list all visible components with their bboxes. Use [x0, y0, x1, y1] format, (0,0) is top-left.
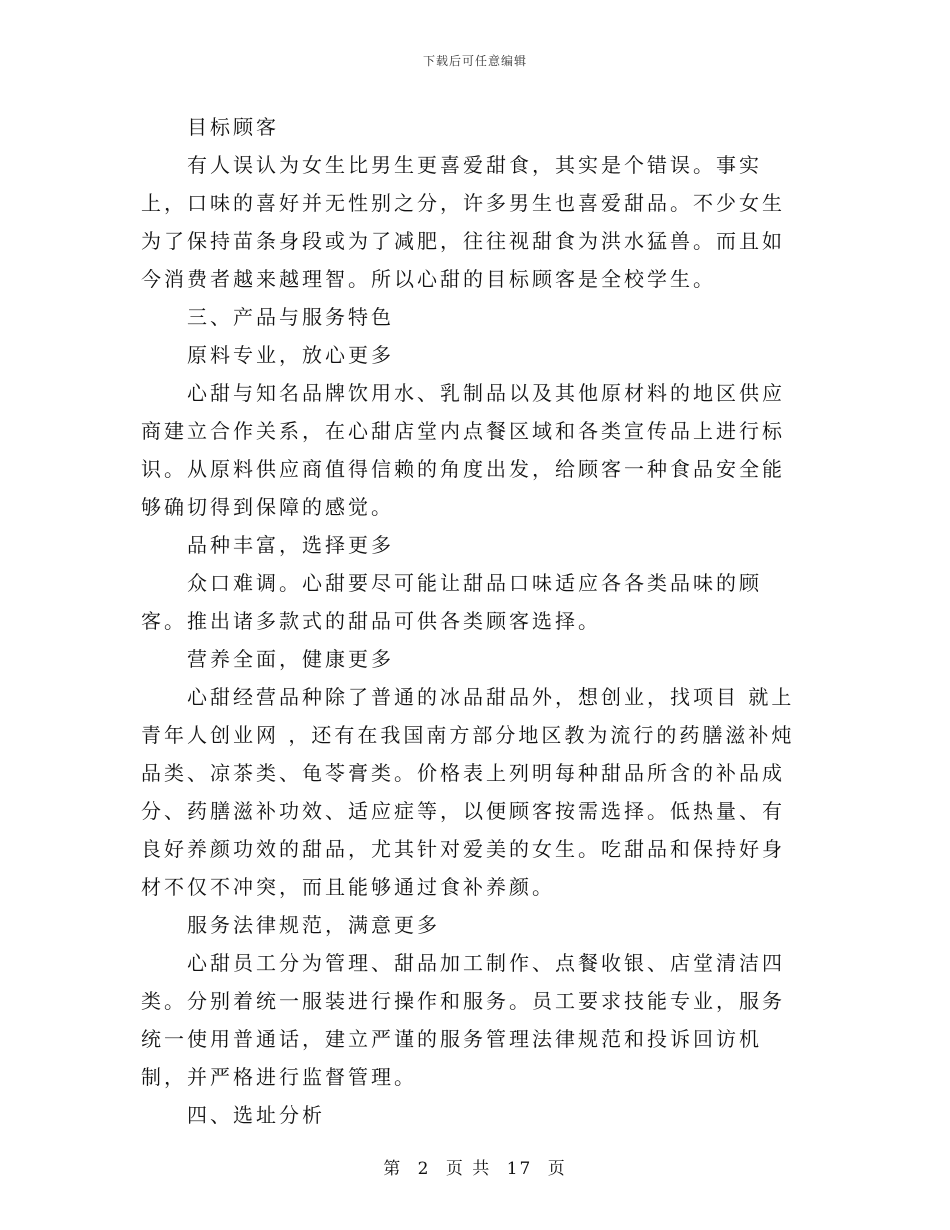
paragraph-nutrition: 心甜经营品种除了普通的冰品甜品外，想创业，找项目 就上青年人创业网 ，还有在我国南方部分地区教为流行的药膳滋补炖品类、凉茶类、龟苓膏类。价格表上列明每种甜品所含的补品成分、药膳滋补功效、适应症等，以便顾客按需选择。低热量、有良好养颜功效的甜品，尤其针对爱美的女生。吃甜品和保持好身材不仅不冲突，而且能够通过食补养颜。: [141, 685, 795, 899]
footer-prefix: 第: [383, 1159, 403, 1179]
subheading-variety: 品种丰富，选择更多: [187, 533, 394, 557]
document-body: [141, 108, 801, 1134]
paragraph-target-customers: 有人误认为女生比男生更喜爱甜食，其实是个错误。事实上，口味的喜好并无性别之分，许多男生也喜爱甜品。不少女生为了保持苗条身段或为了减肥，往往视甜食为洪水猛兽。而且如今消费者越来越理智。所以心甜的目标顾客是全校学生。: [141, 153, 785, 291]
footer-middle: 页 共: [445, 1159, 492, 1179]
footer-total-pages: 17: [506, 1159, 533, 1179]
page-header: 下载后可任意编辑: [422, 54, 527, 68]
section-heading-target-customers: 目标顾客: [187, 115, 279, 139]
paragraph-service: 心甜员工分为管理、甜品加工制作、点餐收银、店堂清洁四类。分别着统一服装进行操作和服务。员工要求技能专业，服务统一使用普通话，建立严谨的服务管理法律规范和投诉回访机制，并严格进行监督管理。: [141, 951, 785, 1089]
paragraph-ingredients: 心甜与知名品牌饮用水、乳制品以及其他原材料的地区供应商建立合作关系，在心甜店堂内点餐区域和各类宣传品上进行标识。从原料供应商值得信赖的角度出发，给顾客一种食品安全能够确切得到保障的感觉。: [141, 381, 785, 519]
paragraph-variety: 众口难调。心甜要尽可能让甜品口味适应各各类品味的顾客。推出诸多款式的甜品可供各类顾客选择。: [141, 571, 762, 633]
section-heading-products-services: 三、产品与服务特色: [187, 305, 394, 329]
page-footer: [0, 1154, 950, 1179]
section-heading-location: 四、选址分析: [187, 1103, 325, 1127]
footer-page-number: 2: [417, 1159, 431, 1179]
subheading-nutrition: 营养全面，健康更多: [187, 647, 394, 671]
footer-suffix: 页: [547, 1159, 567, 1179]
subheading-service: 服务法律规范，满意更多: [187, 913, 440, 937]
subheading-ingredients: 原料专业，放心更多: [187, 343, 394, 367]
